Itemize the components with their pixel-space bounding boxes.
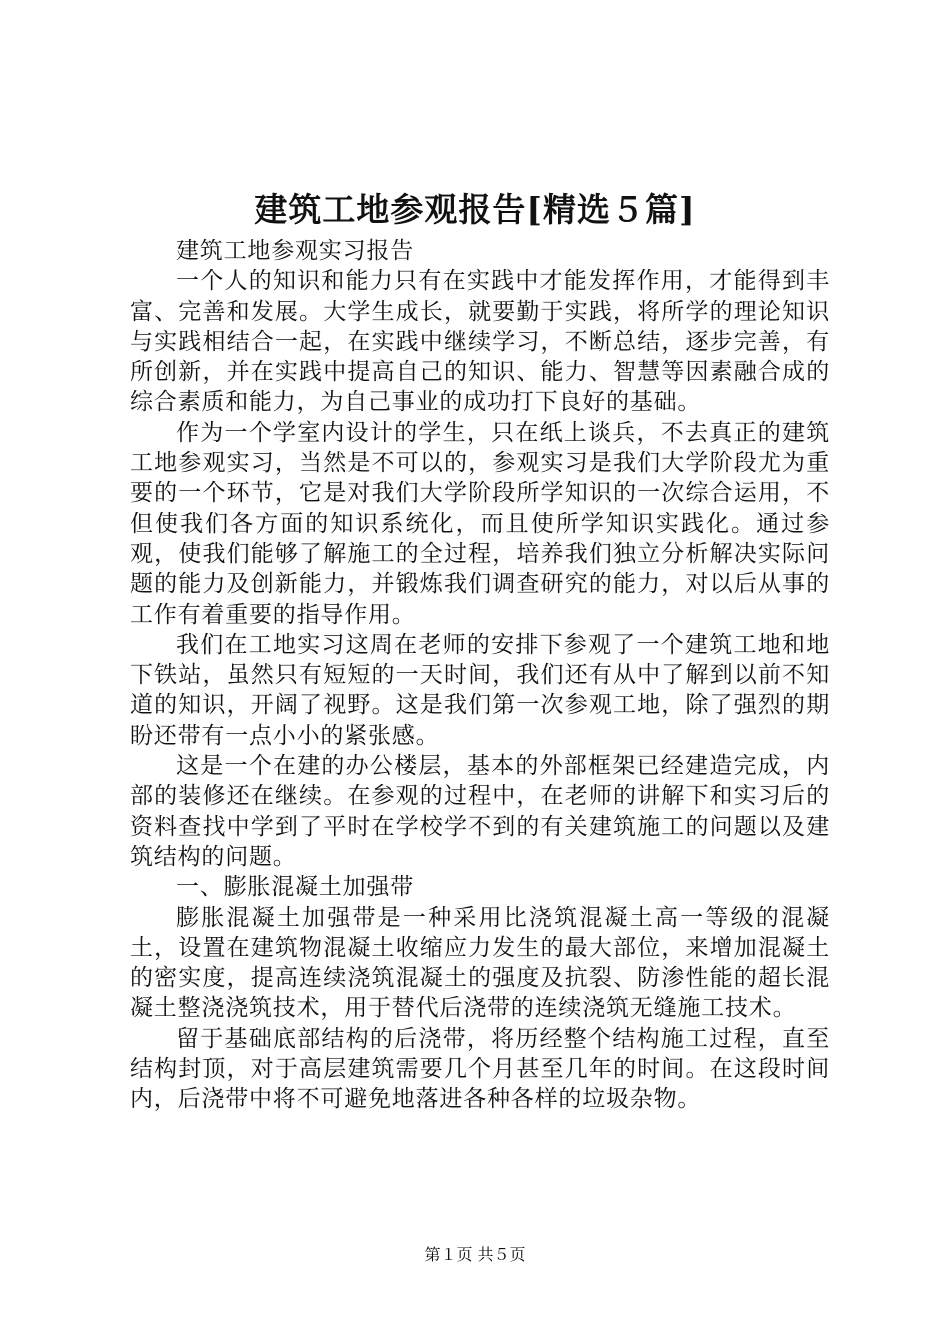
paragraph: 我们在工地实习这周在老师的安排下参观了一个建筑工地和地下铁站，虽然只有短短的一天时间，我们还有从中了解到以前不知道的知识，开阔了视野。这是我们第一次参观工地，除了强烈的期盼还带有一点小小的紧张感。 (130, 631, 830, 749)
document-body (130, 236, 830, 1115)
document-title: 建筑工地参观报告[精选５篇] (254, 190, 696, 229)
paragraph: 一个人的知识和能力只有在实践中才能发挥作用，才能得到丰富、完善和发展。大学生成长，就要勤于实践，将所学的理论知识与实践相结合一起，在实践中继续学习，不断总结，逐步完善，有所创新，并在实践中提高自己的知识、能力、智慧等因素融合成的综合素质和能力，为自己事业的成功打下良好的基础。 (130, 268, 830, 416)
page-footer: 第１页 共５页 (424, 1245, 526, 1264)
paragraph-subtitle: 建筑工地参观实习报告 (176, 238, 414, 264)
paragraph: 膨胀混凝土加强带是一种采用比浇筑混凝土高一等级的混凝土，设置在建筑物混凝土收缩应力发生的最大部位，来增加混凝土的密实度，提高连续浇筑混凝土的强度及抗裂、防渗性能的超长混凝土整浇浇筑技术，用于替代后浇带的连续浇筑无缝施工技术。 (130, 904, 830, 1022)
paragraph: 作为一个学室内设计的学生，只在纸上谈兵，不去真正的建筑工地参观实习，当然是不可以的，参观实习是我们大学阶段尤为重要的一个环节，它是对我们大学阶段所学知识的一次综合运用，不但使我们各方面的知识系统化，而且使所学知识实践化。通过参观，使我们能够了解施工的全过程，培养我们独立分析解决实际问题的能力及创新能力，并锻炼我们调查研究的能力，对以后从事的工作有着重要的指导作用。 (130, 419, 830, 628)
paragraph: 留于基础底部结构的后浇带，将历经整个结构施工过程，直至结构封顶，对于高层建筑需要几个月甚至几年的时间。在这段时间内，后浇带中将不可避免地落进各种各样的垃圾杂物。 (130, 1025, 830, 1113)
paragraph: 这是一个在建的办公楼层，基本的外部框架已经建造完成，内部的装修还在继续。在参观的过程中，在老师的讲解下和实习后的资料查找中学到了平时在学校学不到的有关建筑施工的问题以及建筑结构的问题。 (130, 753, 830, 870)
section-heading: 一、膨胀混凝土加强带 (176, 874, 414, 901)
